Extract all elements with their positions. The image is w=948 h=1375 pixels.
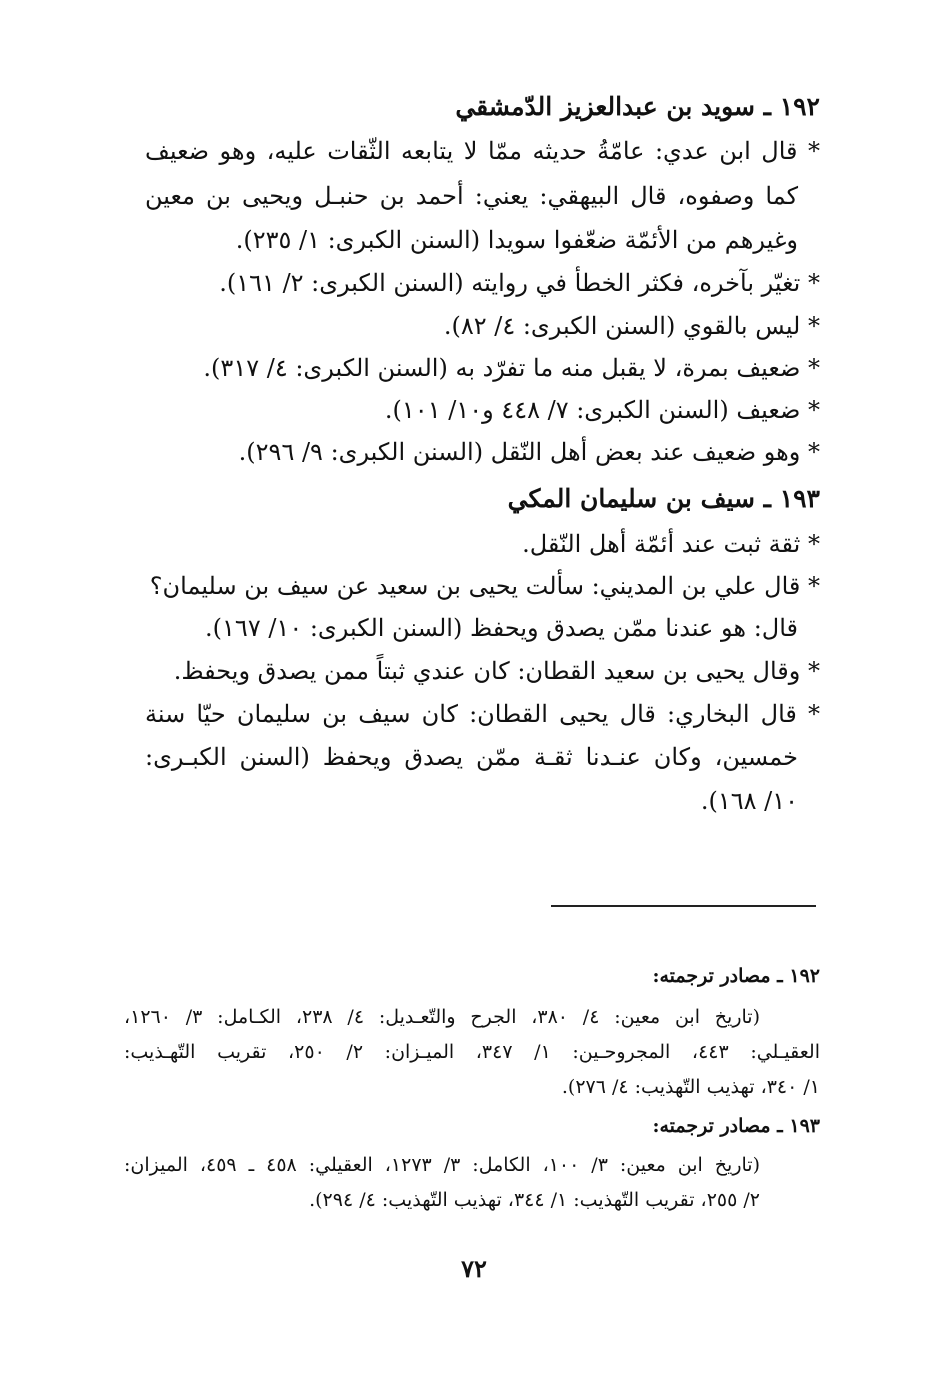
- entry-192-line-7: * ضعيف (السنن الكبرى: ٧/ ٤٤٨ و١٠/ ١٠١).: [384, 396, 820, 424]
- footnote-192-line-3: ١/ ٣٤٠، تهذيب التّهذيب: ٤/ ٢٧٦).: [561, 1076, 820, 1098]
- entry-192-line-6: * ضعيف بمرة، لا يقبل منه ما تفرّد به (السنن الكبرى: ٤/ ٣١٧).: [203, 354, 820, 382]
- footnote-heading-193: ١٩٣ ـ مصادر ترجمته:: [652, 1115, 820, 1137]
- entry-192-line-1: * قال ابن عدي: عامّةُ حديثه ممّا لا يتابعه الثّقات عليه، وهو ضعيف: [145, 137, 820, 165]
- entry-192-line-2: كما وصفوه، قال البيهقي: يعني: أحمد بن حنبـل ويحيى بن معين: [145, 182, 799, 210]
- entry-heading-193: ١٩٣ ـ سيف بن سليمان المكي: [507, 484, 820, 513]
- footnote-193-line-2: ٢/ ٢٥٥، تقريب التّهذيب: ١/ ٣٤٤، تهذيب التّهذيب: ٤/ ٢٩٤).: [309, 1189, 760, 1211]
- entry-193-line-7: ١٠/ ١٦٨).: [700, 787, 798, 815]
- entry-192-line-4: * تغيّر بآخره، فكثر الخطأ في روايته (السنن الكبرى: ٢/ ١٦١).: [219, 269, 820, 297]
- entry-193-line-5: * قال البخاري: قال يحيى القطان: كان سيف بن سليمان حيّا سنة: [145, 700, 820, 728]
- entry-193-line-2: * قال علي بن المديني: سألت يحيى بن سعيد عن سيف بن سليمان؟: [149, 572, 820, 600]
- entry-193-line-4: * وقال يحيى بن سعيد القطان: كان عندي ثبتاً ممن يصدق ويحفظ.: [173, 657, 820, 685]
- footnote-192-line-1: (تاريخ ابن معين: ٤/ ٣٨٠، الجرح والتّعـديل: ٤/ ٢٣٨، الكـامل: ٣/ ١٢٦٠،: [124, 1006, 760, 1028]
- footnote-divider: [551, 905, 816, 907]
- entry-193-line-3: قال: هو عندنا ممّن يصدق ويحفظ (السنن الكبرى: ١٠/ ١٦٧).: [205, 614, 798, 642]
- footnote-193-line-1: (تاريخ ابن معين: ٣/ ١٠٠، الكامل: ٣/ ١٢٧٣، العقيلي: ٤٥٨ ـ ٤٥٩، الميزان:: [124, 1154, 761, 1176]
- entry-192-line-8: * وهو ضعيف عند بعض أهل النّقل (السنن الكبرى: ٩/ ٢٩٦).: [238, 438, 820, 466]
- entry-192-line-5: * ليس بالقوي (السنن الكبرى: ٤/ ٨٢).: [443, 312, 820, 340]
- entry-193-line-6: خمسين، وكان عنـدنا ثقـة ممّن يصدق ويحفظ (السنن الكبـرى:: [145, 743, 798, 771]
- entry-193-line-1: * ثقة ثبت عند أئمّة أهل النّقل.: [522, 530, 820, 558]
- entry-192-line-3: وغيرهم من الأئمّة ضعّفوا سويدا (السنن الكبرى: ١/ ٢٣٥).: [235, 226, 798, 254]
- footnote-heading-192: ١٩٢ ـ مصادر ترجمته:: [652, 965, 820, 987]
- entry-heading-192: ١٩٢ ـ سويد بن عبدالعزيز الدّمشقي: [455, 92, 820, 121]
- page-number: ٧٢: [461, 1254, 487, 1283]
- footnote-192-line-2: العقيـلي: ٤٤٣، المجروحـين: ١/ ٣٤٧، الميـزان: ٢/ ٢٥٠، تقريب التّهـذيب:: [124, 1041, 820, 1063]
